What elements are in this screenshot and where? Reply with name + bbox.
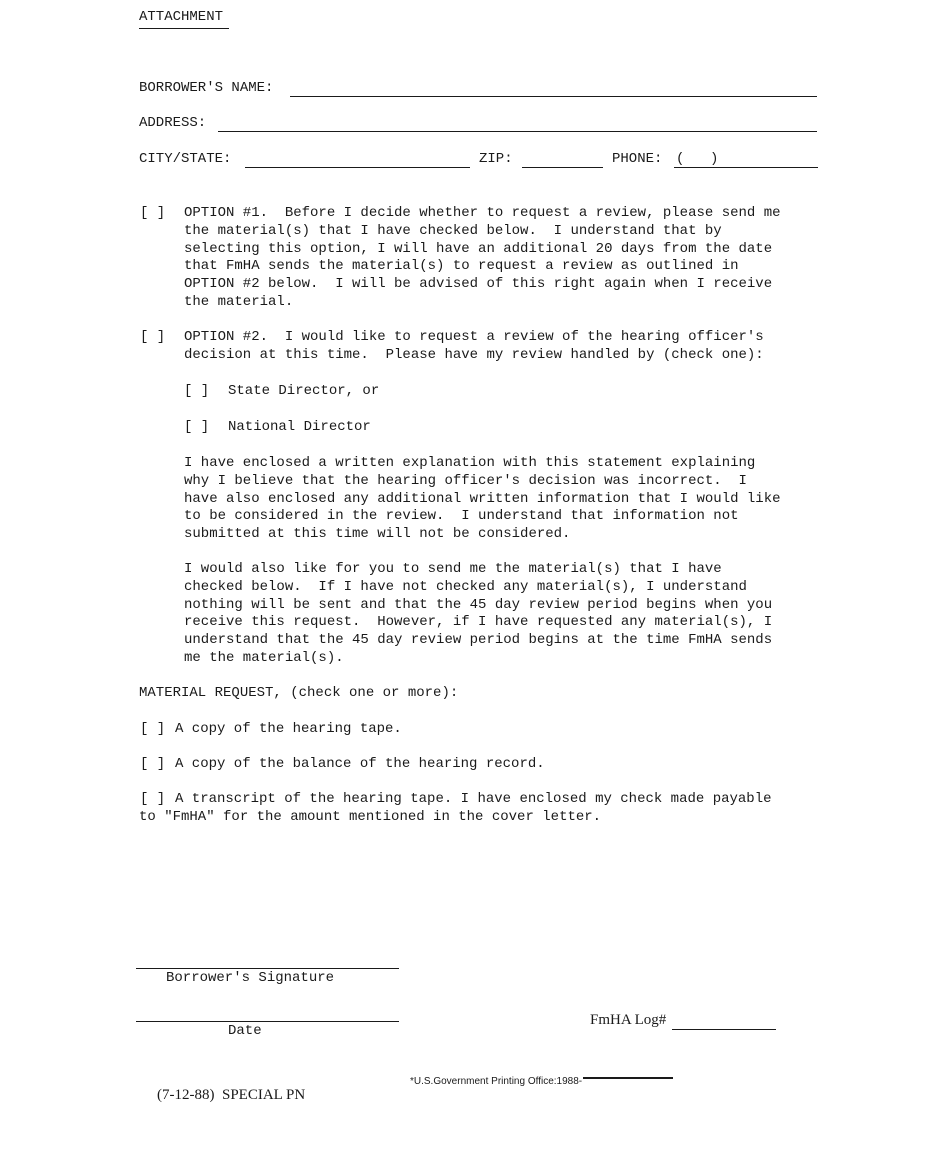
option1-checkbox[interactable]: [ ]: [140, 205, 166, 221]
transcript-checkbox[interactable]: [ ]: [140, 791, 166, 807]
fmha-log-field[interactable]: [672, 1029, 776, 1030]
material-line: understand that the 45 day review period begins at the time FmHA sends: [184, 632, 773, 649]
hearing-tape-checkbox[interactable]: [ ]: [140, 721, 166, 737]
form-number: (7-12-88) SPECIAL PN: [157, 1087, 306, 1103]
option2-text: [184, 329, 764, 365]
material-line: me the material(s).: [184, 649, 344, 666]
option1-line: the material(s) that I have checked below. I understand that by: [184, 222, 722, 239]
option2-line: OPTION #2. I would like to request a review of the hearing officer's: [184, 329, 764, 345]
material-line: receive this request. However, if I have requested any material(s), I: [184, 614, 773, 631]
date-label: Date: [228, 1023, 262, 1039]
explanation-paragraph: [184, 455, 781, 544]
zip-field[interactable]: [522, 167, 603, 168]
material-paragraph: [184, 561, 772, 668]
city-state-field[interactable]: [245, 167, 470, 168]
explanation-line: I have enclosed a written explanation with this statement explaining: [184, 455, 756, 471]
option1-text: [184, 205, 781, 312]
phone-field[interactable]: [674, 167, 818, 168]
explanation-line: have also enclosed any additional written information that I would like: [184, 490, 781, 507]
fmha-log-label: FmHA Log#: [590, 1012, 667, 1028]
borrower-name-field[interactable]: [290, 96, 817, 97]
material-line: I would also like for you to send me the material(s) that I have: [184, 561, 722, 577]
signature-label: Borrower's Signature: [166, 970, 335, 986]
state-director-checkbox[interactable]: [ ]: [184, 383, 210, 399]
hearing-record-checkbox[interactable]: [ ]: [140, 756, 166, 772]
address-label: ADDRESS:: [139, 115, 207, 131]
zip-label: ZIP:: [479, 151, 513, 167]
explanation-line: submitted at this time will not be considered.: [184, 526, 571, 543]
option1-line: selecting this option, I will have an additional 20 days from the date: [184, 240, 773, 257]
material-line: nothing will be sent and that the 45 day review period begins when you: [184, 596, 773, 613]
option1-line: the material.: [184, 293, 294, 310]
printing-office-note: [410, 1076, 673, 1087]
signature-line[interactable]: [136, 968, 399, 969]
material-line: checked below. If I have not checked any material(s), I understand: [184, 578, 747, 595]
option1-line: OPTION #1. Before I decide whether to request a review, please send me: [184, 205, 781, 221]
city-state-label: CITY/STATE:: [139, 151, 232, 167]
option2-checkbox[interactable]: [ ]: [140, 329, 166, 345]
printing-office-text: *U.S.Government Printing Office:1988-: [410, 1076, 583, 1087]
title-underline: [139, 28, 229, 29]
state-director-label: State Director, or: [228, 383, 380, 399]
address-field[interactable]: [218, 131, 817, 132]
page-title: ATTACHMENT: [139, 9, 224, 25]
national-director-checkbox[interactable]: [ ]: [184, 419, 210, 435]
option1-line: OPTION #2 below. I will be advised of this right again when I receive: [184, 276, 773, 293]
phone-paren-close: ): [710, 151, 719, 167]
borrower-name-label: BORROWER'S NAME:: [139, 80, 274, 96]
hearing-tape-label: A copy of the hearing tape.: [175, 721, 402, 737]
material-request-heading: MATERIAL REQUEST, (check one or more):: [139, 685, 459, 701]
date-line[interactable]: [136, 1021, 399, 1022]
phone-paren-open: (: [676, 151, 685, 167]
option1-line: that FmHA sends the material(s) to request a review as outlined in: [184, 258, 739, 275]
phone-label: PHONE:: [612, 151, 663, 167]
hearing-record-label: A copy of the balance of the hearing record.: [175, 756, 545, 772]
transcript-label: A transcript of the hearing tape. I have enclosed my check made payable: [175, 791, 772, 807]
smudged-print-number: [583, 1077, 673, 1085]
national-director-label: National Director: [228, 419, 371, 435]
explanation-line: to be considered in the review. I understand that information not: [184, 508, 739, 525]
explanation-line: why I believe that the hearing officer's decision was incorrect. I: [184, 472, 747, 489]
transcript-label-continued: to "FmHA" for the amount mentioned in the cover letter.: [139, 809, 602, 825]
option2-line: decision at this time. Please have my review handled by (check one):: [184, 346, 764, 363]
